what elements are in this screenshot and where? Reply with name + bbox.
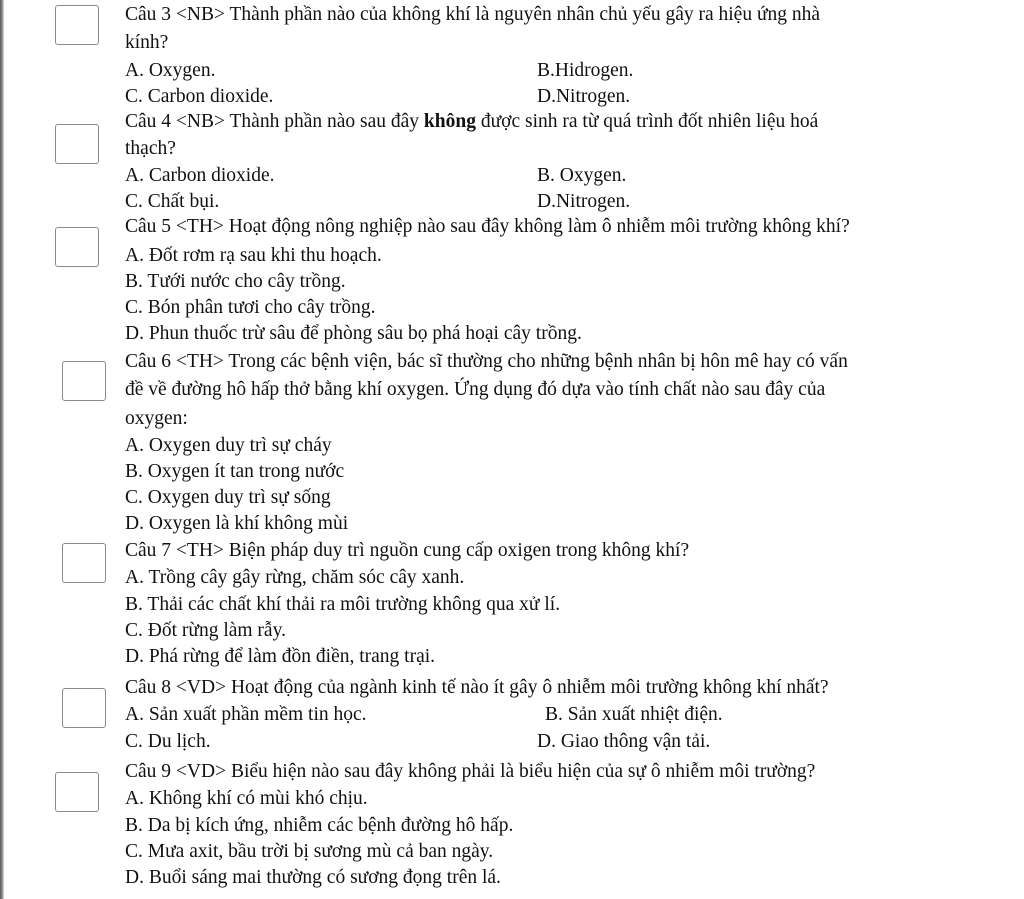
q9-option-a: A. Không khí có mùi khó chịu. <box>125 788 368 809</box>
q5-option-a: A. Đốt rơm rạ sau khi thu hoạch. <box>125 245 382 266</box>
q9-stem-line-1: Câu 9 <VD> Biểu hiện nào sau đây không phải là biểu hiện của sự ô nhiễm môi trường? <box>125 761 816 782</box>
q3-stem-line-1: Câu 3 <NB> Thành phần nào của không khí là nguyên nhân chủ yếu gây ra hiệu ứng nhà <box>125 4 821 25</box>
q3-option-c: C. Carbon dioxide. <box>125 86 274 107</box>
q4-stem-line-2: thạch? <box>125 138 176 159</box>
q4-option-d: D.Nitrogen. <box>537 191 631 212</box>
q5-option-d: D. Phun thuốc trừ sâu để phòng sâu bọ phá hoại cây trồng. <box>125 323 582 344</box>
q4-stem-emphasis: không <box>423 111 476 132</box>
q8-stem-line-1: Câu 8 <VD> Hoạt động của ngành kinh tế nào ít gây ô nhiễm môi trường không khí nhất? <box>125 677 829 698</box>
q7-option-b: B. Thải các chất khí thải ra môi trường không qua xử lí. <box>125 594 561 615</box>
q8-option-d: D. Giao thông vận tải. <box>537 731 711 752</box>
q8-option-c: C. Du lịch. <box>125 731 211 752</box>
q4-option-a: A. Carbon dioxide. <box>125 165 275 186</box>
q6-option-b: B. Oxygen ít tan trong nước <box>125 461 345 482</box>
answer-box-q3[interactable] <box>55 5 99 45</box>
q8-option-a: A. Sản xuất phần mềm tin học. <box>125 704 367 725</box>
q8-option-b: B. Sản xuất nhiệt điện. <box>545 704 723 725</box>
answer-box-q7[interactable] <box>62 543 106 583</box>
q6-option-a: A. Oxygen duy trì sự cháy <box>125 435 332 456</box>
q4-stem-part-2: được sinh ra từ quá trình đốt nhiên liệu hoá <box>475 111 819 132</box>
q4-stem-line-1 <box>125 110 818 134</box>
q6-stem-line-1: Câu 6 <TH> Trong các bệnh viện, bác sĩ thường cho những bệnh nhân bị hôn mê hay có vấn <box>125 351 848 372</box>
answer-box-q4[interactable] <box>55 124 99 164</box>
q3-option-a: A. Oxygen. <box>125 60 216 81</box>
q5-option-c: C. Bón phân tươi cho cây trồng. <box>125 297 376 318</box>
q9-option-c: C. Mưa axit, bầu trời bị sương mù cả ban ngày. <box>125 841 494 862</box>
q6-stem-line-3: oxygen: <box>125 408 188 429</box>
q6-option-c: C. Oxygen duy trì sự sống <box>125 487 331 508</box>
answer-box-q9[interactable] <box>55 772 99 812</box>
q3-stem-line-2: kính? <box>125 32 169 53</box>
q9-option-d: D. Buổi sáng mai thường có sương đọng trên lá. <box>125 867 501 888</box>
q6-option-d: D. Oxygen là khí không mùi <box>125 513 349 534</box>
q5-stem-line-1: Câu 5 <TH> Hoạt động nông nghiệp nào sau đây không làm ô nhiễm môi trường không khí? <box>125 216 850 237</box>
answer-box-q8[interactable] <box>62 688 106 728</box>
q4-stem-part-1: Câu 4 <NB> Thành phần nào sau đây <box>125 111 424 132</box>
q3-option-d: D.Nitrogen. <box>537 86 631 107</box>
answer-box-q5[interactable] <box>55 227 99 267</box>
q7-stem-line-1: Câu 7 <TH> Biện pháp duy trì nguồn cung cấp oxigen trong không khí? <box>125 540 690 561</box>
q5-option-b: B. Tưới nước cho cây trồng. <box>125 271 346 292</box>
q9-option-b: B. Da bị kích ứng, nhiễm các bệnh đường hô hấp. <box>125 815 514 836</box>
q4-option-b: B. Oxygen. <box>537 165 627 186</box>
q4-option-c: C. Chất bụi. <box>125 191 220 212</box>
answer-box-q6[interactable] <box>62 361 106 401</box>
page-left-edge <box>0 0 4 899</box>
q7-option-d: D. Phá rừng để làm đồn điền, trang trại. <box>125 646 436 667</box>
q3-option-b: B.Hidrogen. <box>537 60 634 81</box>
q7-option-a: A. Trồng cây gây rừng, chăm sóc cây xanh. <box>125 567 465 588</box>
q6-stem-line-2: đề về đường hô hấp thở bằng khí oxygen. Ứng dụng đó dựa vào tính chất nào sau đây của <box>125 379 826 400</box>
q7-option-c: C. Đốt rừng làm rẫy. <box>125 620 286 641</box>
